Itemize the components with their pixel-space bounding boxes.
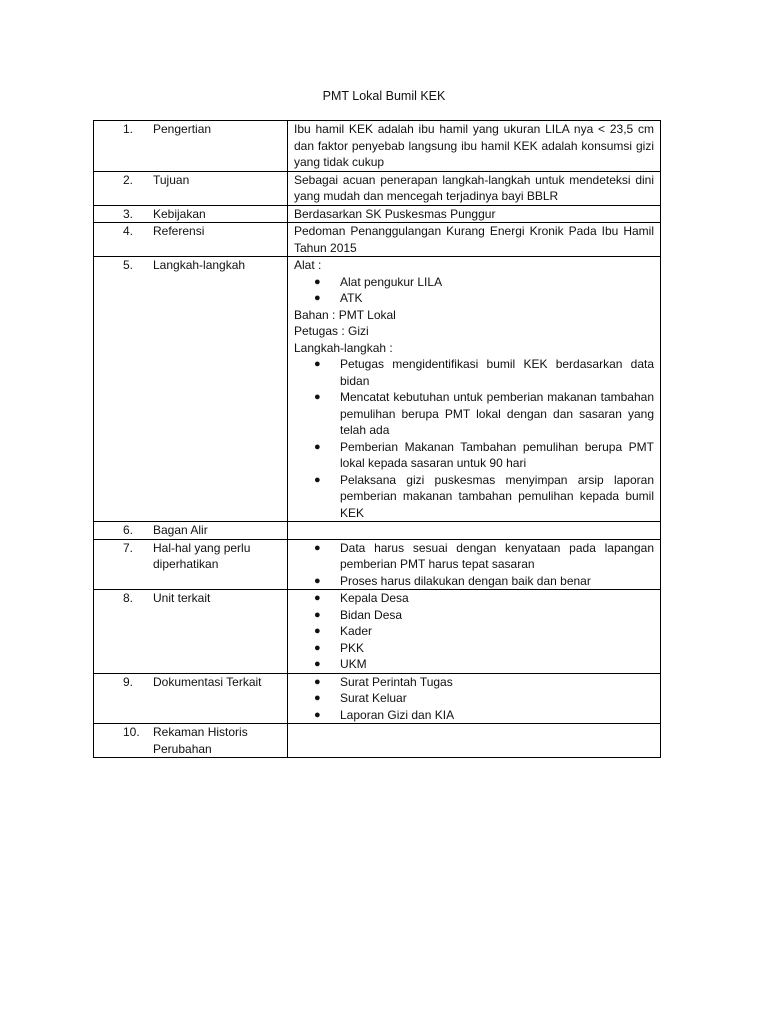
pengertian-text: Ibu hamil KEK adalah ibu hamil yang ukuran LILA nya < 23,5 cm dan faktor penyebab langsung ibu hamil KEK adalah konsumsi gizi yang tidak cukup <box>294 122 654 169</box>
hal-list <box>294 540 654 590</box>
row-content-cell <box>288 205 661 223</box>
langkah-list <box>294 356 654 521</box>
row-number: 10. <box>123 725 140 739</box>
row-label: Dokumentasi Terkait <box>153 674 262 689</box>
list-item: ● ATK <box>294 290 654 307</box>
row-number: 2. <box>123 172 134 187</box>
alat-label: Alat : <box>294 258 322 272</box>
bullet-icon: ● <box>314 275 321 288</box>
page-title: PMT Lokal Bumil KEK <box>322 89 446 103</box>
list-item: ● Petugas mengidentifikasi bumil KEK berdasarkan data bidan <box>294 356 654 389</box>
bullet-icon: ● <box>314 658 321 670</box>
table-row <box>94 522 661 540</box>
row-content-cell <box>288 590 661 674</box>
list-item: ● Alat pengukur LILA <box>294 274 654 291</box>
bullet-icon: ● <box>314 592 321 604</box>
row-number: 8. <box>123 591 134 605</box>
row-content-cell <box>288 121 661 172</box>
table-row <box>94 171 661 205</box>
bullet-icon: ● <box>314 708 321 721</box>
list-item: ● PKK <box>294 640 654 657</box>
dokumentasi-list <box>294 674 654 724</box>
row-label: Referensi <box>153 224 205 238</box>
row-label: Hal-hal yang perlu diperhatikan <box>153 540 251 571</box>
kebijakan-text: Berdasarkan SK Puskesmas Punggur <box>294 206 496 221</box>
table-row <box>94 724 661 758</box>
row-content-cell <box>288 257 661 522</box>
list-item: ● Kader <box>294 623 654 640</box>
row-number: 5. <box>123 258 134 272</box>
table-row <box>94 121 661 172</box>
row-content-cell <box>288 171 661 205</box>
row-content-cell <box>288 223 661 257</box>
row-content-cell <box>288 522 661 540</box>
list-item: ● Surat Perintah Tugas <box>294 674 654 691</box>
row-label: Tujuan <box>153 172 190 187</box>
row-label-cell <box>94 121 288 172</box>
table-row <box>94 590 661 674</box>
row-label-cell <box>94 673 288 724</box>
bullet-icon: ● <box>314 675 321 688</box>
table-row <box>94 673 661 724</box>
row-label: Pengertian <box>153 122 212 136</box>
row-number: 6. <box>123 523 134 537</box>
list-item: ● Laporan Gizi dan KIA <box>294 707 654 724</box>
petugas-text: Petugas : Gizi <box>294 324 369 338</box>
list-item: ● Mencatat kebutuhan untuk pemberian makanan tambahan pemulihan berupa PMT lokal dengan dan sasaran yang telah ada <box>294 389 654 439</box>
bullet-icon: ● <box>314 608 321 621</box>
row-content-cell <box>288 539 661 590</box>
row-label-cell <box>94 522 288 540</box>
list-item: ● UKM <box>294 656 654 673</box>
bullet-icon: ● <box>314 358 321 370</box>
sop-table <box>93 120 661 758</box>
bullet-icon: ● <box>314 292 321 304</box>
row-label: Bagan Alir <box>153 523 208 537</box>
row-label-cell <box>94 257 288 522</box>
row-number: 4. <box>123 224 134 238</box>
row-label-cell <box>94 223 288 257</box>
row-label: Langkah-langkah <box>153 258 246 272</box>
langkah-label: Langkah-langkah : <box>294 340 393 355</box>
bullet-icon: ● <box>314 440 321 453</box>
bullet-icon: ● <box>314 574 321 587</box>
list-item: ● Kepala Desa <box>294 590 654 607</box>
row-label: Rekaman Historis Perubahan <box>153 725 248 756</box>
row-number: 9. <box>123 674 134 689</box>
row-number: 1. <box>123 122 134 136</box>
table-row <box>94 539 661 590</box>
list-item: ● Pemberian Makanan Tambahan pemulihan berupa PMT lokal kepada sasaran untuk 90 hari <box>294 439 654 472</box>
bullet-icon: ● <box>314 473 321 486</box>
list-item: ● Data harus sesuai dengan kenyataan pada lapangan pemberian PMT harus tepat sasaran <box>294 540 654 573</box>
referensi-text: Pedoman Penanggulangan Kurang Energi Kronik Pada Ibu Hamil Tahun 2015 <box>294 224 654 255</box>
bullet-icon: ● <box>314 692 321 704</box>
row-label-cell <box>94 205 288 223</box>
row-number: 7. <box>123 540 134 555</box>
row-number: 3. <box>123 206 134 221</box>
bullet-icon: ● <box>314 641 321 654</box>
row-label: Kebijakan <box>153 206 206 221</box>
alat-list <box>294 274 654 307</box>
row-content-cell <box>288 673 661 724</box>
table-row <box>94 205 661 223</box>
list-item: ● Proses harus dilakukan dengan baik dan benar <box>294 573 654 590</box>
list-item: ● Bidan Desa <box>294 607 654 624</box>
table-row <box>94 223 661 257</box>
list-item: ● Surat Keluar <box>294 690 654 707</box>
row-label-cell <box>94 539 288 590</box>
bullet-icon: ● <box>314 625 321 637</box>
row-label-cell <box>94 171 288 205</box>
row-content-cell <box>288 724 661 758</box>
tujuan-text: Sebagai acuan penerapan langkah-langkah untuk mendeteksi dini yang mudah dan mencegah terjadinya bayi BBLR <box>294 172 654 203</box>
bullet-icon: ● <box>314 541 321 554</box>
bahan-text: Bahan : PMT Lokal <box>294 307 396 322</box>
row-label-cell <box>94 590 288 674</box>
unit-list <box>294 590 654 673</box>
table-row <box>94 257 661 522</box>
row-label-cell <box>94 724 288 758</box>
row-label: Unit terkait <box>153 591 211 605</box>
bullet-icon: ● <box>314 391 321 403</box>
list-item: ● Pelaksana gizi puskesmas menyimpan arsip laporan pemberian makanan tambahan pemulihan kepada bumil KEK <box>294 472 654 522</box>
